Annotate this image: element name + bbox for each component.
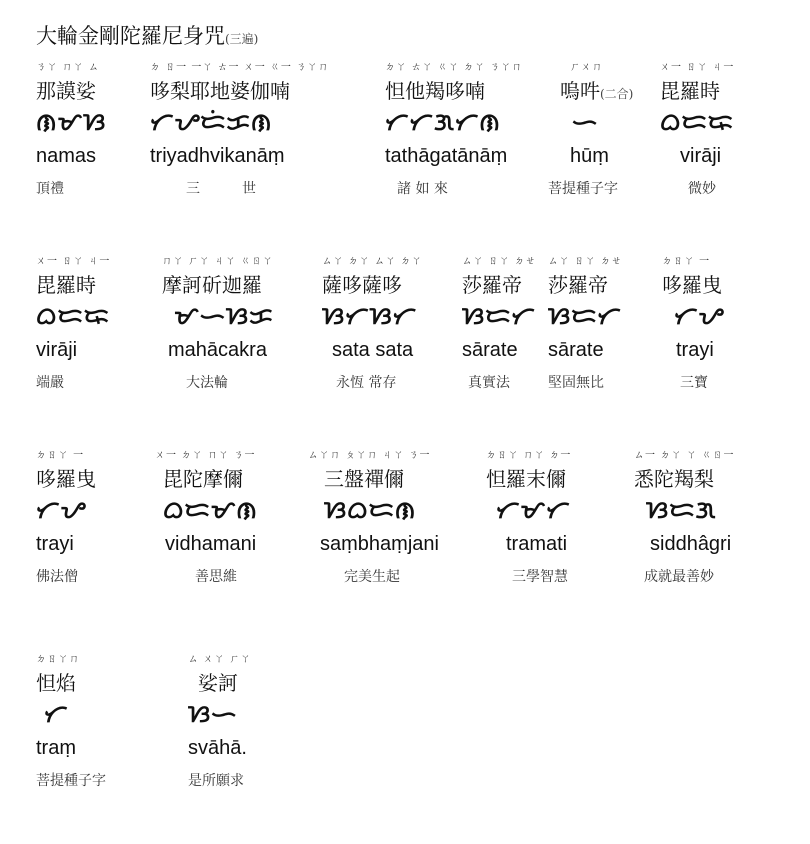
siddham-script: ᜊᜇᜍ bbox=[660, 108, 734, 136]
chinese-transliteration: 三盤禪儞 bbox=[324, 467, 404, 491]
siddham-script: ᜐᜆᜐᜆ bbox=[322, 302, 418, 330]
mantra-word bbox=[188, 650, 338, 790]
mantra-word bbox=[150, 58, 350, 198]
chinese-transliteration: 那謨娑 bbox=[36, 79, 96, 103]
romanization: mahācakra bbox=[168, 339, 267, 361]
romanization: tramati bbox=[506, 533, 568, 555]
romanization: traṃ bbox=[36, 737, 76, 759]
bopomofo-reading: ㄨ一 ㄖㄚ ㄐ一 bbox=[36, 256, 111, 267]
romanization: virāji bbox=[680, 145, 722, 167]
mantra-word bbox=[634, 446, 774, 586]
chinese-transliteration: 哆羅曳 bbox=[662, 273, 722, 297]
chinese-meaning: 菩提種子字 bbox=[548, 181, 618, 197]
chinese-transliteration: 毘陀摩儞 bbox=[163, 467, 243, 491]
chinese-meaning: 成就最善妙 bbox=[644, 569, 714, 585]
bopomofo-reading: ㄉㄖㄚ ㄇㄚ ㄉ一 bbox=[486, 450, 572, 461]
mantra-word bbox=[155, 446, 305, 586]
siddham-script: ᜆᜌ bbox=[674, 302, 725, 330]
chinese-meaning: 三寶 bbox=[680, 375, 708, 391]
mantra-word bbox=[322, 252, 452, 392]
siddham-script: ᜐᜇᜄ bbox=[646, 496, 717, 524]
chinese-meaning: 完美生起 bbox=[344, 569, 400, 585]
siddham-script: ᜑ bbox=[572, 108, 599, 136]
title-sub: (三遍) bbox=[225, 32, 259, 46]
siddham-script: ᜆᜌ bbox=[36, 496, 87, 524]
chinese-transliteration: 娑訶 bbox=[198, 671, 238, 695]
chinese-meaning: 微妙 bbox=[688, 181, 716, 197]
romanization: tathāgatānāṃ bbox=[385, 145, 508, 167]
siddham-script: ᜆᜋᜆ bbox=[496, 496, 571, 524]
bopomofo-reading: ㄨ一 ㄖㄚ ㄐ一 bbox=[660, 62, 735, 73]
mantra-word bbox=[385, 58, 545, 198]
romanization: sārate bbox=[462, 339, 518, 361]
bopomofo-reading: ㄙㄚ ㄖㄚ ㄉㄝ bbox=[548, 256, 623, 267]
mantra-word bbox=[486, 446, 616, 586]
chinese-transliteration: 怛羅末儞 bbox=[486, 467, 566, 491]
siddham-script: ᜐᜇᜆ bbox=[462, 302, 536, 330]
chinese-meaning: 端嚴 bbox=[36, 375, 64, 391]
romanization: trayi bbox=[36, 533, 74, 555]
bopomofo-reading: ㄙ一 ㄉㄚ ㄚ ㄍㄖ一 bbox=[634, 450, 735, 461]
romanization: namas bbox=[36, 145, 97, 167]
chinese-transliteration: 莎羅帝 bbox=[462, 273, 522, 297]
chinese-transliteration: 薩哆薩哆 bbox=[322, 273, 402, 297]
chinese-transliteration: 毘羅時 bbox=[36, 273, 96, 297]
bopomofo-reading: ㄉㄖㄚㄇ bbox=[36, 654, 80, 665]
chinese-meaning: 大法輪 bbox=[186, 375, 228, 391]
bopomofo-reading: ㄋㄚ ㄇㄚ ㄙ bbox=[36, 62, 100, 73]
mantra-word bbox=[662, 252, 772, 392]
title-main: 大輪金剛陀羅尼身咒 bbox=[36, 24, 225, 48]
chinese-meaning: 真實法 bbox=[468, 375, 510, 391]
bopomofo-reading: ㄙㄚ ㄖㄚ ㄉㄝ bbox=[462, 256, 537, 267]
chinese-meaning: 佛法僧 bbox=[36, 569, 78, 585]
siddham-script: ᜆᜌᜇᜒᜃᜈ bbox=[150, 108, 273, 136]
romanization: virāji bbox=[36, 339, 78, 361]
chinese-transliteration: 莎羅帝 bbox=[548, 273, 608, 297]
mantra-word bbox=[308, 446, 468, 586]
romanization: sārate bbox=[548, 339, 604, 361]
bopomofo-reading: ㄙㄚㄇ ㄆㄚㄇ ㄐㄚ ㄋ一 bbox=[308, 450, 431, 461]
romanization: sata sata bbox=[332, 339, 414, 361]
bopomofo-reading: ㄙ ㄨㄚ ㄏㄚ bbox=[188, 654, 252, 665]
romanization: siddhâgri bbox=[650, 533, 732, 555]
chinese-meaning: 堅固無比 bbox=[548, 375, 604, 391]
chinese-transliteration: 怛他羯哆喃 bbox=[385, 79, 485, 103]
chinese-meaning: 善思維 bbox=[195, 569, 237, 585]
bopomofo-reading: ㄉㄖㄚ 一 bbox=[36, 450, 85, 461]
mantra-word bbox=[548, 252, 648, 392]
mantra-word bbox=[548, 58, 658, 198]
siddham-script: ᜐᜊᜇᜈ bbox=[324, 496, 417, 524]
chinese-meaning: 菩提種子字 bbox=[36, 773, 106, 789]
chinese-meaning: 是所願求 bbox=[188, 773, 244, 789]
bopomofo-reading: ㄉㄚ ㄊㄚ ㄍㄚ ㄉㄚ ㄋㄚㄇ bbox=[385, 62, 523, 73]
siddham-script: ᜋᜑᜐᜃ bbox=[174, 302, 274, 330]
siddham-script: ᜆ bbox=[44, 700, 69, 728]
romanization: trayi bbox=[676, 339, 714, 361]
bopomofo-reading: ㄨ一 ㄉㄚ ㄇㄚ ㄋ一 bbox=[155, 450, 256, 461]
chinese-meaning: 永恆 常存 bbox=[336, 375, 397, 391]
chinese-meaning: 諸 如 來 bbox=[397, 181, 448, 197]
romanization: triyadhvikanāṃ bbox=[150, 145, 285, 167]
chinese-transliteration: 嗚吽(二合) bbox=[560, 79, 634, 103]
mantra-word bbox=[462, 252, 552, 392]
page-title bbox=[36, 20, 258, 50]
siddham-script: ᜐᜇᜆ bbox=[548, 302, 622, 330]
bopomofo-reading: ㄇㄚ ㄏㄚ ㄐㄚ ㄍㄖㄚ bbox=[162, 256, 274, 267]
bopomofo-reading: ㄉ ㄖ一 一ㄚ ㄊ一 ㄨ一 ㄍ一 ㄋㄚㄇ bbox=[150, 62, 330, 73]
chinese-transliteration: 毘羅時 bbox=[660, 79, 720, 103]
chinese-transliteration: 哆梨耶地婆伽喃 bbox=[150, 79, 290, 103]
chinese-meaning: 頂禮 bbox=[36, 181, 64, 197]
siddham-script: ᜊᜇᜋᜈ bbox=[163, 496, 258, 524]
chinese-transliteration: 怛焰 bbox=[36, 671, 76, 695]
chinese-meaning: 三 世 bbox=[186, 181, 256, 197]
bopomofo-reading: ㄏㄨㄇ bbox=[570, 62, 603, 73]
bopomofo-reading: ㄙㄚ ㄉㄚ ㄙㄚ ㄉㄚ bbox=[322, 256, 423, 267]
mantra-word bbox=[660, 58, 770, 198]
chinese-meaning: 三學智慧 bbox=[512, 569, 568, 585]
chinese-transliteration: 哆羅曳 bbox=[36, 467, 96, 491]
mantra-word bbox=[36, 650, 186, 790]
romanization: hūṃ bbox=[570, 145, 609, 167]
romanization: svāhā. bbox=[188, 737, 247, 759]
chinese-transliteration: 悉陀羯梨 bbox=[634, 467, 714, 491]
mantra-word bbox=[162, 252, 312, 392]
siddham-script: ᜊᜇᜍ bbox=[36, 302, 110, 330]
romanization: vidhamani bbox=[165, 533, 257, 555]
bopomofo-reading: ㄉㄖㄚ 一 bbox=[662, 256, 711, 267]
chinese-transliteration: 摩訶斫迦羅 bbox=[162, 273, 262, 297]
siddham-script: ᜐᜑ bbox=[188, 700, 238, 728]
siddham-script: ᜈᜋᜐ bbox=[36, 108, 107, 136]
romanization: saṃbhaṃjani bbox=[320, 533, 439, 555]
siddham-script: ᜆᜆᜄᜆᜈ bbox=[385, 108, 501, 136]
